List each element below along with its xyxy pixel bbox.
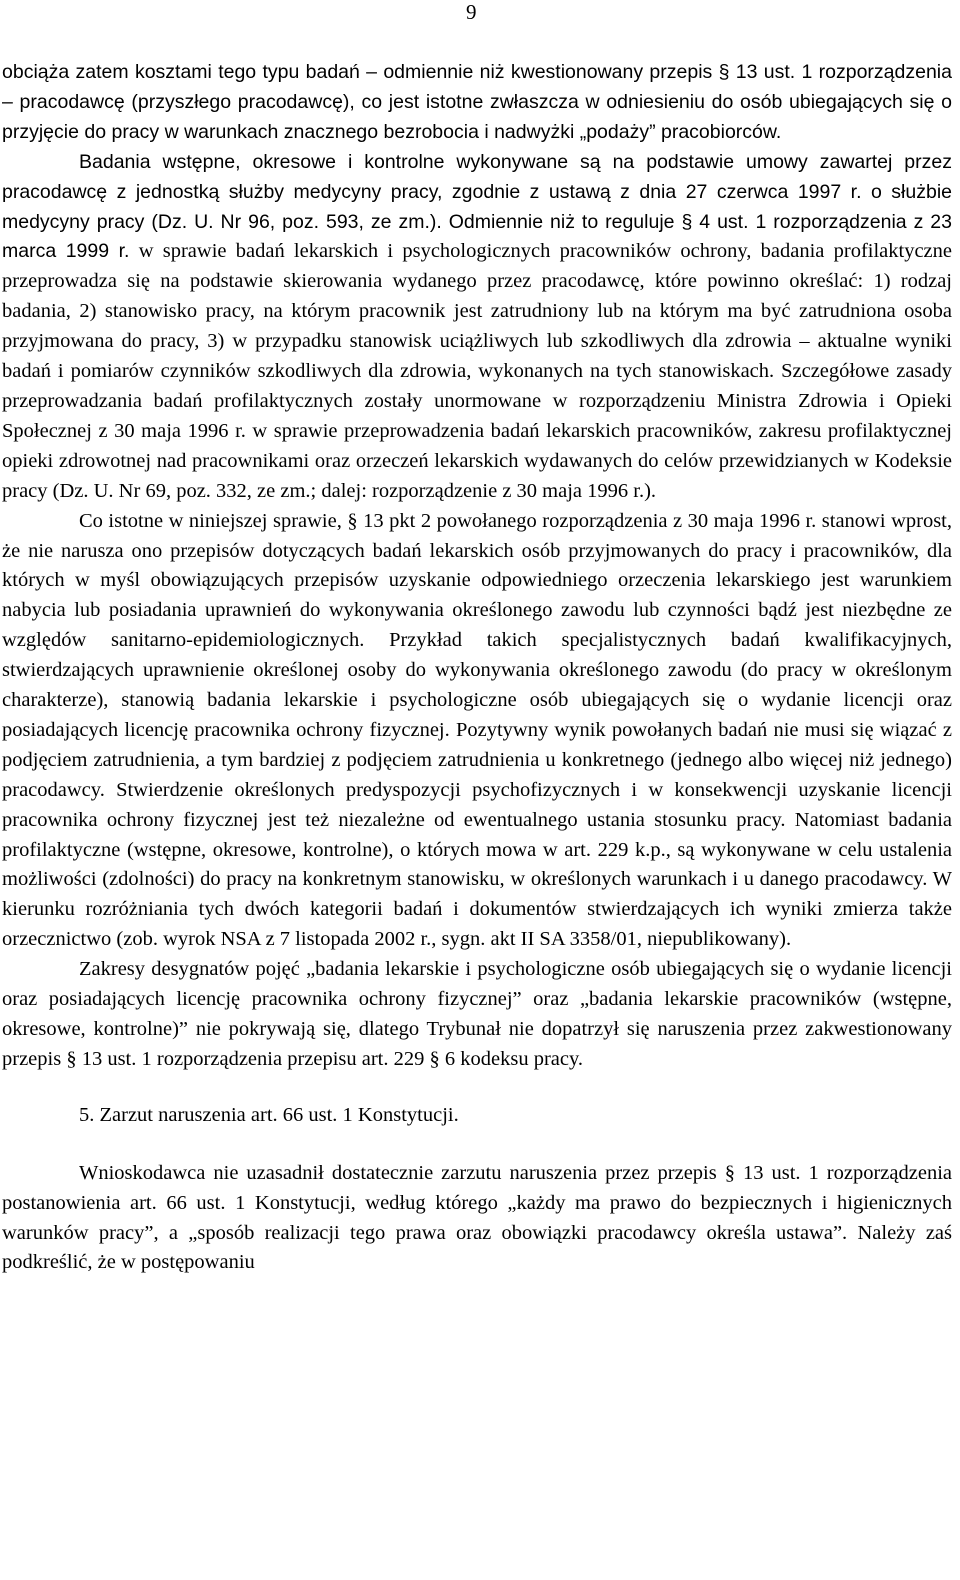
page-number: 9	[466, 0, 477, 24]
section-heading: 5. Zarzut naruszenia art. 66 ust. 1 Konstytucji.	[79, 1103, 459, 1126]
paragraph-2	[2, 148, 952, 507]
paragraph-3: Co istotne w niniejszej sprawie, § 13 pkt 2 powołanego rozporządzenia z 30 maja 1996 r. stanowi wprost, że nie narusza ono przepisów dotyczących badań lekarskich osób przyjmowanych do pracy i pracowników, dla których w myśl obowiązujących przepisów uzyskanie odpowiedniego orzeczenia lekarskiego jest warunkiem nabycia lub posiadania uprawnień do wykonywania określonego zawodu lub czynności bądź jest niezbędne ze względów sanitarno-epidemiologicznych. Przykład takich specjalistycznych badań kwalifikacyjnych, stwierdzających uprawnienie określonej osoby do wykonywania określonego zawodu (do pracy w określonym charakterze), stanowią badania lekarskie i psychologiczne osób ubiegających się o wydanie licencji oraz posiadających licencję pracownika ochrony fizycznej. Pozytywny wynik powołanych badań nie musi się wiązać z podjęciem zatrudnienia, a tym bardziej z podjęciem zatrudnienia u konkretnego (jednego albo więcej niż jednego) pracodawcy. Stwierdzenie określonych predyspozycji psychofizycznych i w konsekwencji uzyskanie licencji pracownika ochrony fizycznej jest też niezależne od ewentualnego ustania stosunku pracy. Natomiast badania profilaktyczne (wstępne, okresowe, kontrolne), o których mowa w art. 229 k.p., są wykonywane w celu ustalenia możliwości (zdolności) do pracy na konkretnym stanowisku, w określonych warunkach i u danego pracodawcy. W kierunku rozróżniania tych dwóch kategorii badań i dokumentów stwierdzających ich wyniki zmierza także orzecznictwo (zob. wyrok NSA z 7 listopada 2002 r., sygn. akt II SA 3358/01, niepublikowany).	[2, 509, 952, 951]
paragraph-1: obciąża zatem kosztami tego typu badań – odmiennie niż kwestionowany przepis § 13 ust. 1 rozporządzenia – pracodawcę (przyszłego pracodawcę), co jest istotne zwłaszcza w odniesieniu do osób ubiegających się o przyjęcie do pracy w warunkach znacznego bezrobocia i nadwyżki „podaży” pracobiorców.	[2, 61, 952, 143]
paragraph-2-sans-part: Badania wstępne, okresowe i kontrolne wykonywane są na podstawie umowy zawartej przez pracodawcę z jednostką służby medycyny pracy, zgodnie z ustawą z dnia 27 czerwca 1997 r. o służbie medycyny pracy (Dz. U. Nr 96, poz. 593, ze zm.). Odmiennie niż to reguluje § 4 ust. 1 rozporządzenia z 23 marca 1999 r.	[2, 150, 952, 263]
document-body	[2, 58, 952, 1278]
paragraph-5: Wnioskodawca nie uzasadnił dostatecznie zarzutu naruszenia przez przepis § 13 ust. 1 rozporządzenia postanowienia art. 66 ust. 1 Konstytucji, według którego „każdy ma prawo do bezpiecznych i higienicznych warunków pracy”, a „sposób realizacji tego prawa oraz obowiązki pracodawcy określa ustawa”. Należy zaś podkreślić, że w postępowaniu	[2, 1161, 952, 1274]
spacer	[2, 1075, 952, 1101]
paragraph-4: Zakresy desygnatów pojęć „badania lekarskie i psychologiczne osób ubiegających się o wydanie licencji oraz posiadających licencję pracownika ochrony fizycznej” oraz „badania lekarskie pracowników (wstępne, okresowe, kontrolne)” nie pokrywają się, dlatego Trybunał nie dopatrzył się naruszenia przez zakwestionowany przepis § 13 ust. 1 rozporządzenia przepisu art. 229 § 6 kodeksu pracy.	[2, 958, 952, 1070]
spacer	[2, 1131, 952, 1159]
paragraph-2-serif-part: w sprawie badań lekarskich i psychologicznych pracowników ochrony, badania profilaktyczne przeprowadza się na podstawie skierowania wydanego przez pracodawcę, które powinno określać: 1) rodzaj badania, 2) stanowisko pracy, na którym pracownik jest zatrudniony lub na którym ma być zatrudniona osoba przyjmowana do pracy, 3) w przypadku stanowisk uciążliwych lub szkodliwych dla zdrowia – aktualne wyniki badań i pomiarów czynników szkodliwych dla zdrowia, wykonanych na tych stanowiskach. Szczegółowe zasady przeprowadzania badań profilaktycznych zostały unormowane w rozporządzeniu Ministra Zdrowia i Opieki Społecznej z 30 maja 1996 r. w sprawie przeprowadzenia badań lekarskich pracowników, zakresu profilaktycznej opieki zdrowotnej nad pracownikami oraz orzeczeń lekarskich wydawanych do celów przewidzianych w Kodeksie pracy (Dz. U. Nr 69, poz. 332, ze zm.; dalej: rozporządzenie z 30 maja 1996 r.).	[2, 240, 952, 502]
